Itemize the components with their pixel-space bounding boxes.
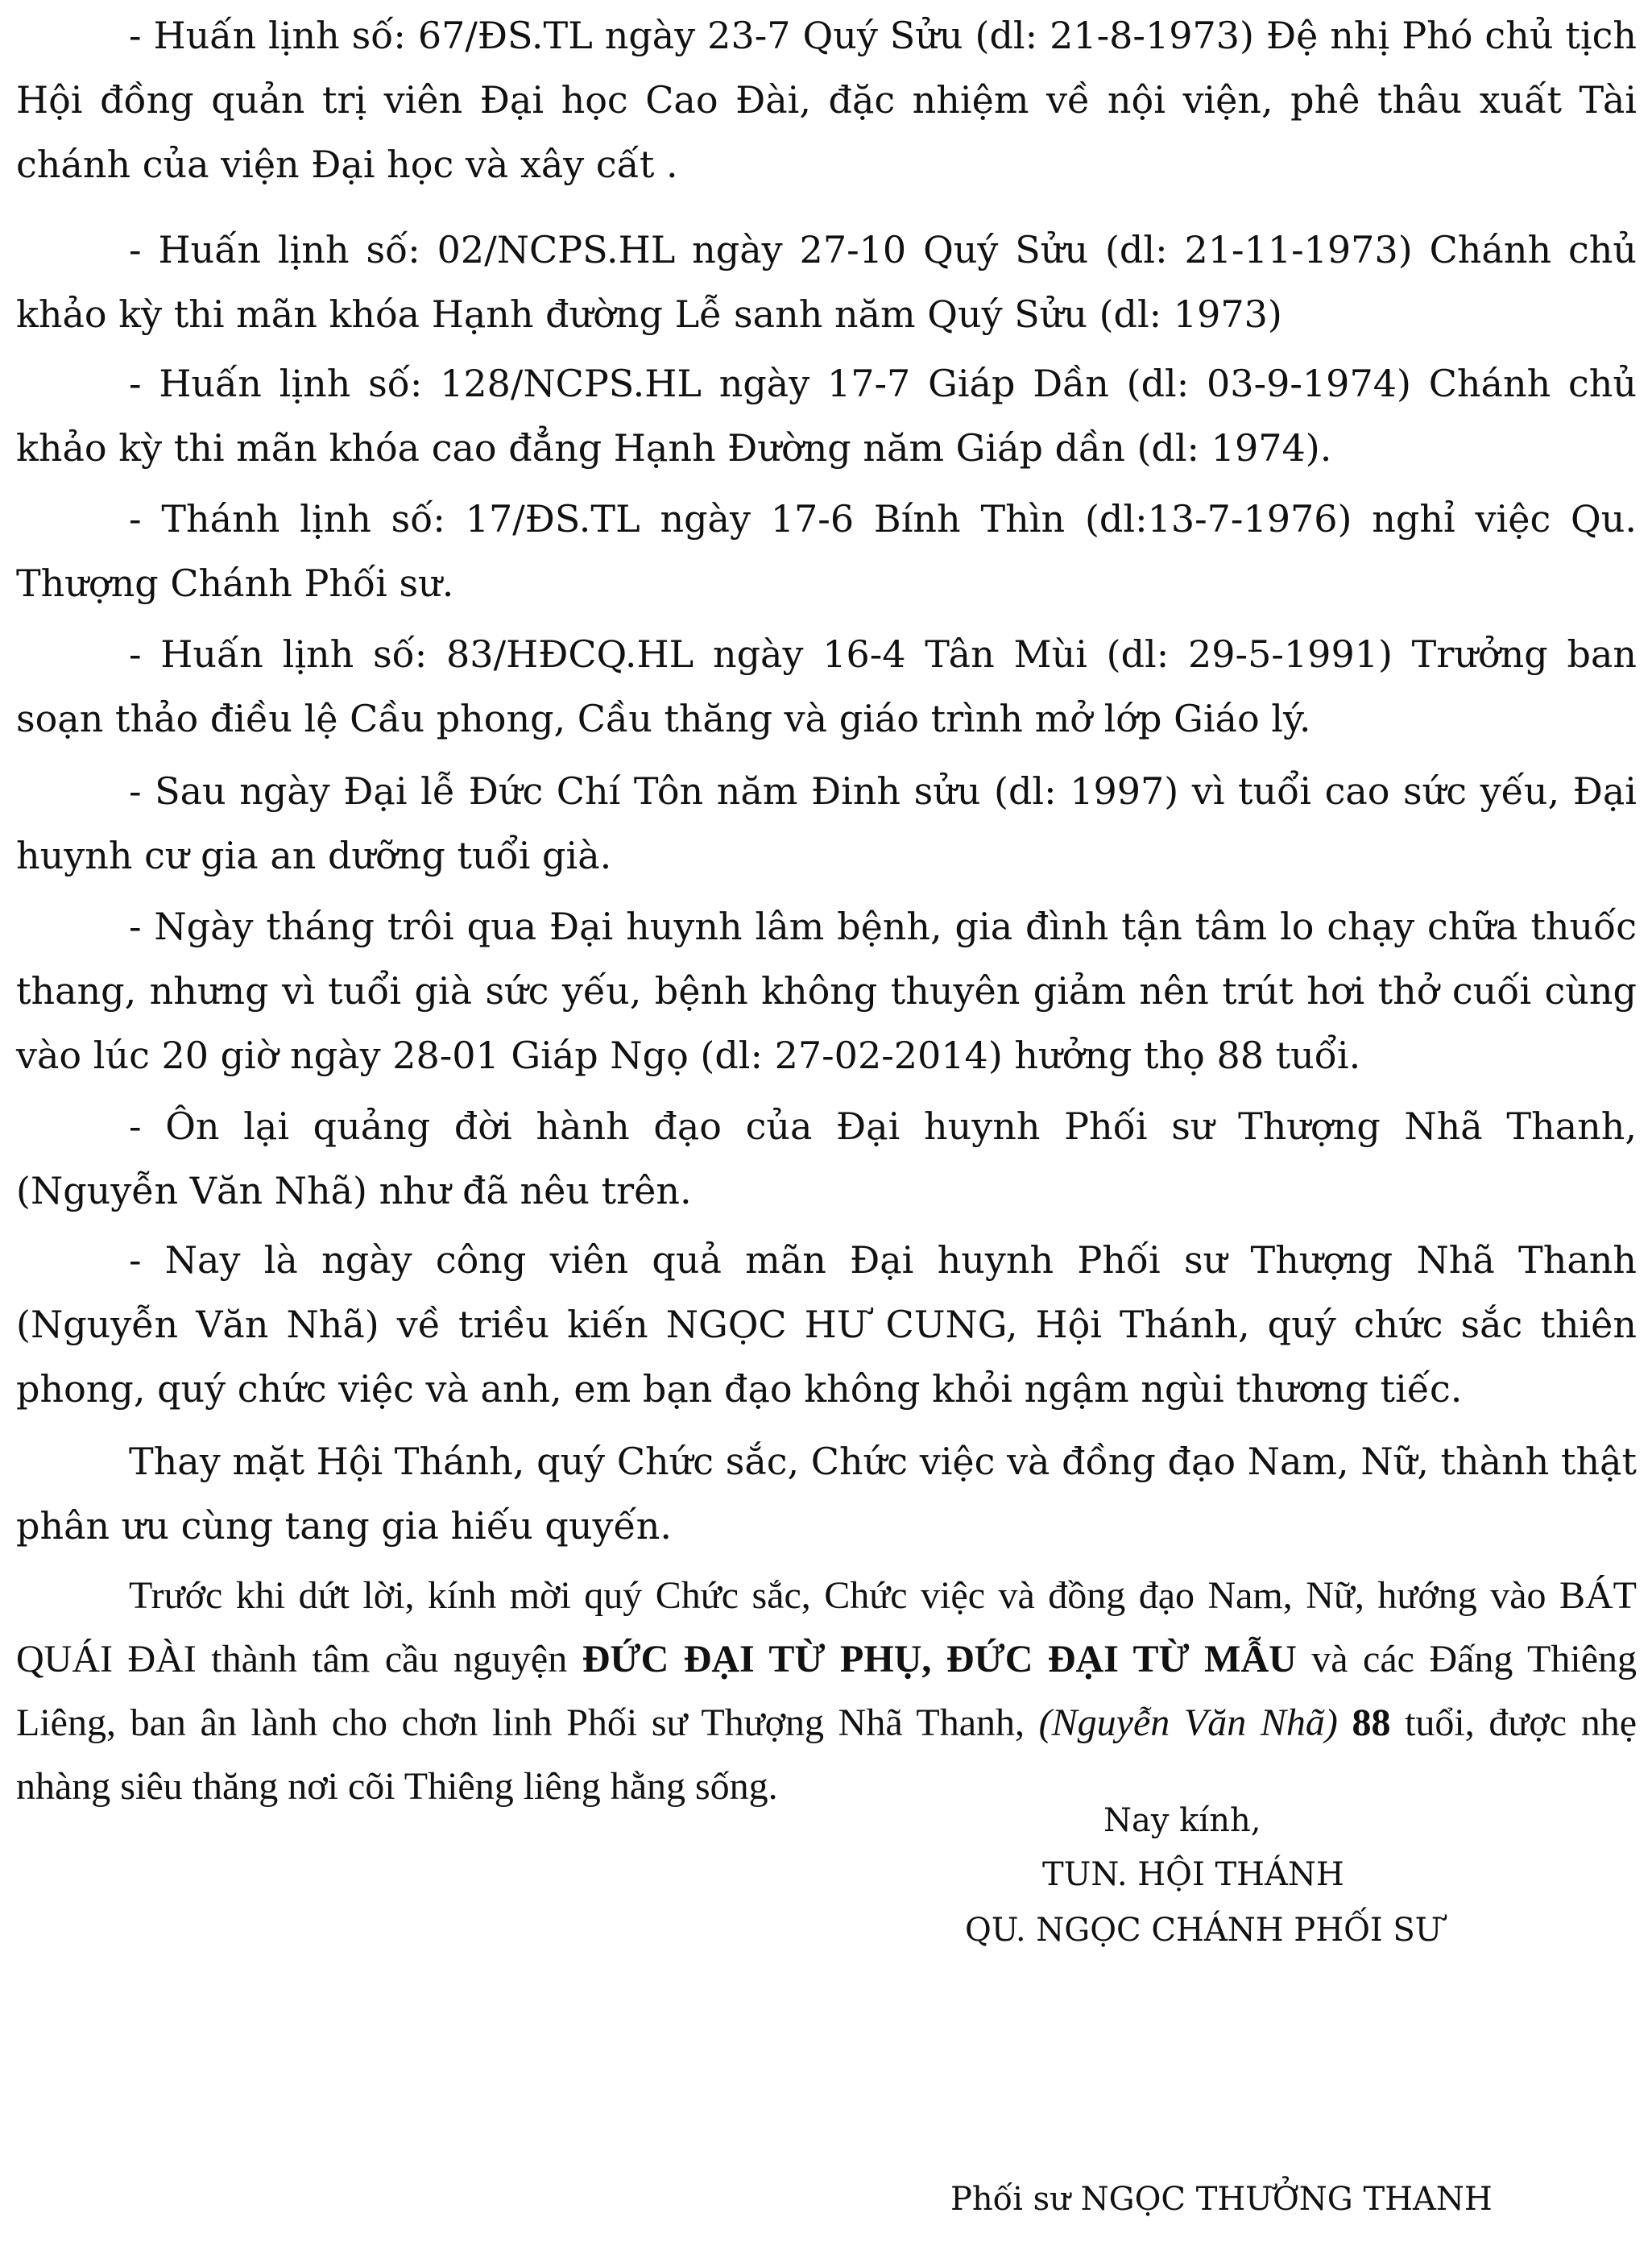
closing-space <box>1338 1701 1352 1744</box>
signature-org: TUN. HỘI THÁNH <box>1042 1856 1344 1893</box>
signature-title: QU. NGỌC CHÁNH PHỐI SƯ <box>965 1912 1443 1949</box>
paragraph-9: - Nay là ngày công viên quả mãn Đại huynh Phối sư Thượng Nhã Thanh (Nguyễn Văn Nhã) về triều kiến NGỌC HƯ CUNG, Hội Thánh, quý chức sắc thiên phong, quý chức việc và anh, em bạn đạo không khỏi ngậm ngùi thương tiếc. <box>16 1238 1637 1411</box>
paragraph-4: - Thánh lịnh số: 17/ĐS.TL ngày 17-6 Bính Thìn (dl:13-7-1976) nghỉ việc Qu. Thượng Chánh Phối sư. <box>16 497 1637 605</box>
closing-italic-name: (Nguyễn Văn Nhã) <box>1038 1701 1338 1744</box>
closing-bold-invocation: ĐỨC ĐẠI TỪ PHỤ, ĐỨC ĐẠI TỪ MẪU <box>582 1638 1297 1680</box>
closing-text-1: Trước khi dứt lời, kính mời quý Chức sắc, Chức việc và đồng đạo Nam, Nữ, hướng vào BÁT QUÁI ĐÀI thành tâm cầu nguyện <box>16 1574 1637 1680</box>
signature-greeting: Nay kính, <box>1103 1802 1261 1839</box>
paragraph-10: Thay mặt Hội Thánh, quý Chức sắc, Chức việc và đồng đạo Nam, Nữ, thành thật phân ưu cùng tang gia hiếu quyến. <box>16 1440 1637 1548</box>
closing-paragraph <box>16 1564 1637 1818</box>
paragraph-8: - Ôn lại quảng đời hành đạo của Đại huynh Phối sư Thượng Nhã Thanh, (Nguyễn Văn Nhã) như đã nêu trên. <box>16 1104 1637 1212</box>
closing-text-2: và các Đấng Thiêng Liêng, ban ân lành cho chơn linh Phối sư Thượng Nhã Thanh, <box>16 1638 1637 1744</box>
paragraph-7: - Ngày tháng trôi qua Đại huynh lâm bệnh, gia đình tận tâm lo chạy chữa thuốc thang, nhưng vì tuổi già sức yếu, bệnh không thuyên giảm nên trút hơi thở cuối cùng vào lúc 20 giờ ngày 28-01 Giáp Ngọ (dl: 27-02-2014) hưởng thọ 88 tuổi. <box>16 905 1637 1077</box>
paragraph-5: - Huấn lịnh số: 83/HĐCQ.HL ngày 16-4 Tân Mùi (dl: 29-5-1991) Trưởng ban soạn thảo điều lệ Cầu phong, Cầu thăng và giáo trình mở lớp Giáo lý. <box>16 632 1637 740</box>
closing-text-3: tuổi, được nhẹ nhàng siêu thăng nơi cõi Thiêng liêng hằng sống. <box>16 1701 1637 1808</box>
closing-bold-age: 88 <box>1352 1701 1391 1744</box>
paragraph-2: - Huấn lịnh số: 02/NCPS.HL ngày 27-10 Quý Sửu (dl: 21-11-1973) Chánh chủ khảo kỳ thi mãn khóa Hạnh đường Lễ sanh năm Quý Sửu (dl: 1973) <box>16 228 1637 336</box>
paragraph-3: - Huấn lịnh số: 128/NCPS.HL ngày 17-7 Giáp Dần (dl: 03-9-1974) Chánh chủ khảo kỳ thi mãn khóa cao đẳng Hạnh Đường năm Giáp dần (dl: 1974). <box>16 362 1637 470</box>
signer-name: Phối sư NGỌC THƯỞNG THANH <box>950 2181 1493 2218</box>
paragraph-6: - Sau ngày Đại lễ Đức Chí Tôn năm Đinh sửu (dl: 1997) vì tuổi cao sức yếu, Đại huynh cư gia an dưỡng tuổi già. <box>16 769 1637 877</box>
paragraph-1: - Huấn lịnh số: 67/ĐS.TL ngày 23-7 Quý Sửu (dl: 21-8-1973) Đệ nhị Phó chủ tịch Hội đồng quản trị viên Đại học Cao Đài, đặc nhiệm về nội viện, phê thâu xuất Tài chánh của viện Đại học và xây cất . <box>16 14 1637 186</box>
